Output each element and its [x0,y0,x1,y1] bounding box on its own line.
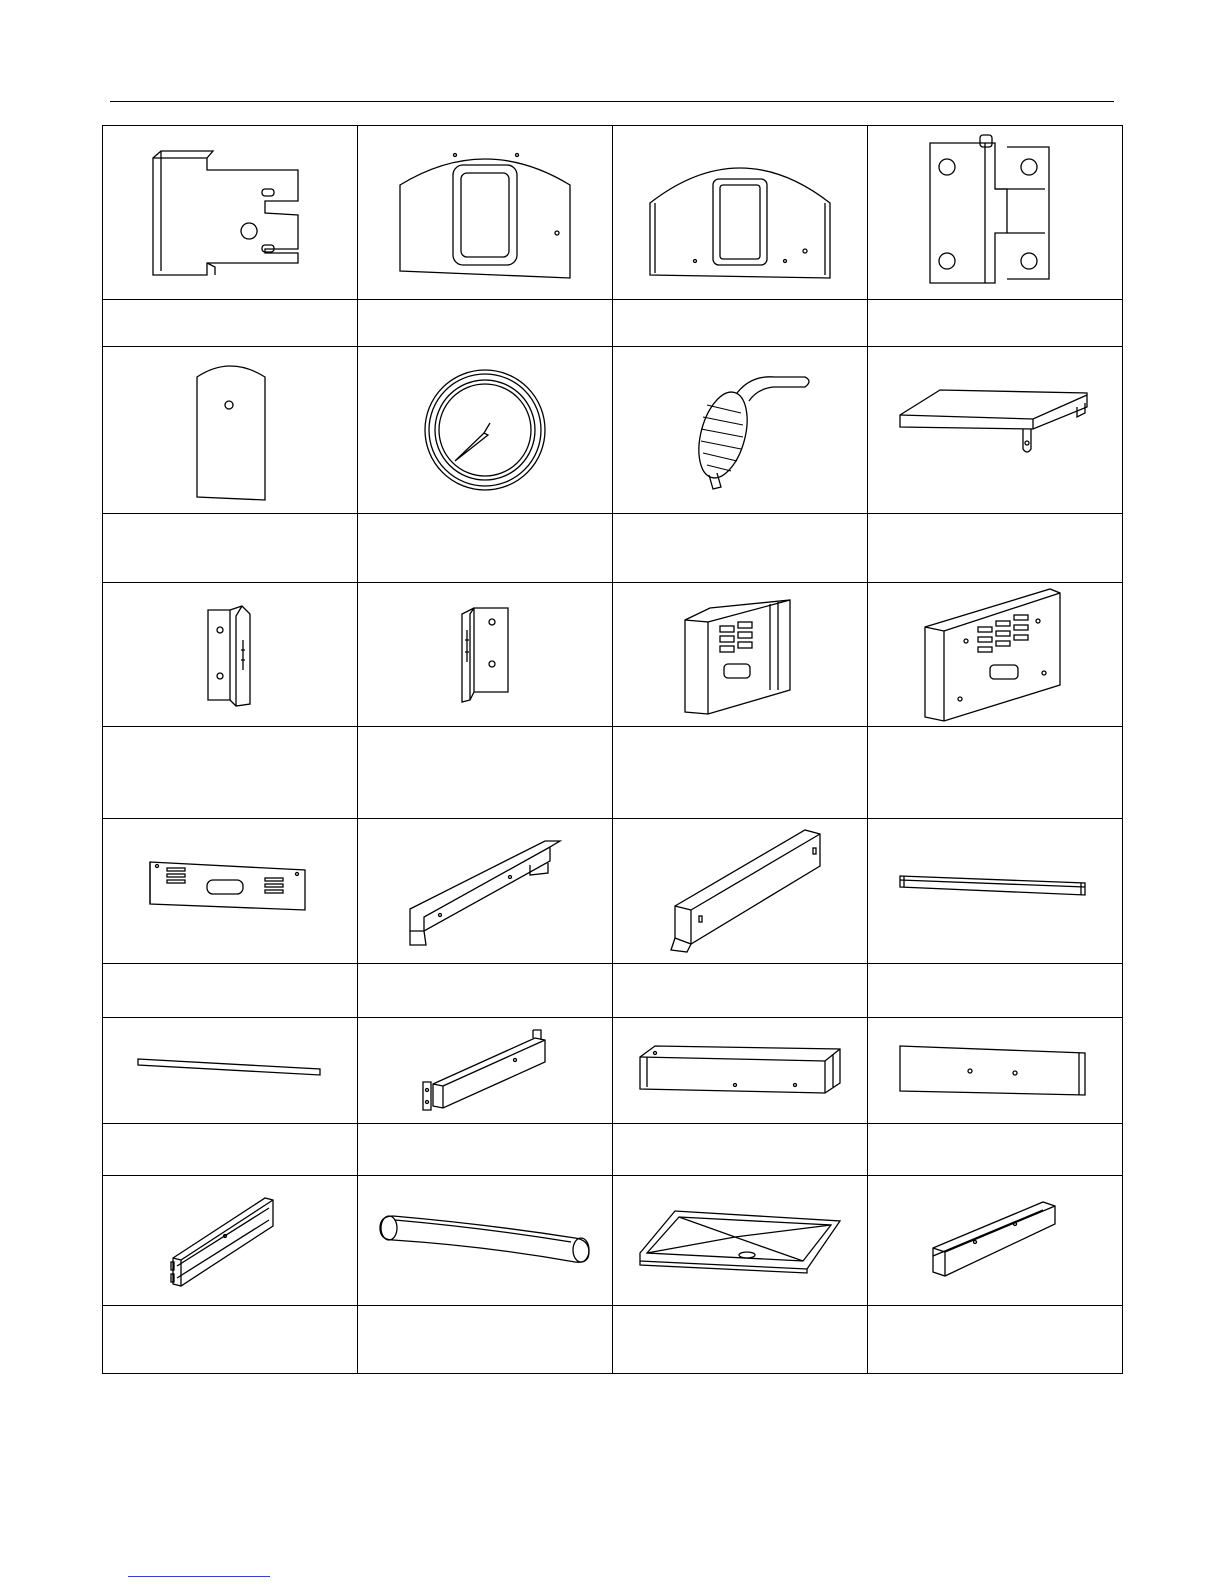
image-row [103,819,1123,964]
door-hinge-icon [925,133,1065,293]
part-cell [358,1018,613,1124]
image-row [103,126,1123,300]
short-rail-bracket-icon [405,1026,565,1116]
angle-bracket-right-icon [450,600,520,710]
part-cell [358,347,613,514]
label-row [103,727,1123,819]
image-row [103,347,1123,514]
image-row [103,583,1123,727]
part-label [358,727,613,819]
vented-front-panel-icon [145,856,315,926]
label-row [103,300,1123,347]
short-channel-icon [925,1196,1065,1286]
part-cell [868,1176,1123,1306]
part-label [868,514,1123,583]
part-cell [358,819,613,964]
footer-link-underline[interactable] [128,1576,270,1577]
image-row [103,1176,1123,1306]
part-cell [613,347,868,514]
long-channel-rail-icon [400,831,570,951]
label-row [103,1124,1123,1176]
part-cell [103,1018,358,1124]
part-label [358,514,613,583]
header-rule [110,101,1114,102]
bracket-plate-icon [145,143,315,283]
part-cell [613,1018,868,1124]
part-label [358,1124,613,1176]
part-label [358,300,613,347]
part-cell [613,126,868,300]
part-label [613,1306,868,1374]
part-label [613,514,868,583]
part-cell [613,583,868,727]
part-label [103,300,358,347]
spring-handle-icon [665,365,815,495]
side-cover-plate-icon [185,355,275,505]
part-cell [103,126,358,300]
part-label [358,1306,613,1374]
part-cell [613,1176,868,1306]
control-panel-box-icon [680,590,800,720]
part-label [103,727,358,819]
part-cell [358,126,613,300]
part-cell [868,1018,1123,1124]
part-label [103,1124,358,1176]
flat-bar-icon [895,871,1095,911]
label-row [103,1306,1123,1374]
part-label [868,727,1123,819]
part-label [103,964,358,1018]
thermometer-icon [420,365,550,495]
part-label [613,300,868,347]
thin-rod-icon [130,1051,330,1091]
part-label [613,1124,868,1176]
part-cell [358,583,613,727]
part-label [358,964,613,1018]
part-cell [103,347,358,514]
grill-handle-icon [375,1206,595,1276]
angle-bracket-left-icon [200,600,260,710]
part-label [103,514,358,583]
vented-panel-box-icon [920,585,1070,725]
part-cell [868,347,1123,514]
part-cell [103,583,358,727]
part-label [868,964,1123,1018]
grease-tray-icon [635,1201,845,1281]
arched-back-panel-icon [645,143,835,283]
part-cell [868,126,1123,300]
part-label [868,1306,1123,1374]
part-cell [613,819,868,964]
part-label [868,1124,1123,1176]
arched-door-panel-icon [395,143,575,283]
part-label [868,300,1123,347]
u-channel-rail-icon [165,1186,295,1296]
part-cell [868,583,1123,727]
image-row [103,1018,1123,1124]
part-cell [103,819,358,964]
part-label [613,727,868,819]
part-label [613,964,868,1018]
bottom-tray-icon [635,1041,845,1101]
side-shelf-icon [895,385,1095,475]
support-beam-icon [655,826,825,956]
parts-table [102,125,1123,1374]
label-row [103,964,1123,1018]
part-cell [103,1176,358,1306]
part-cell [358,1176,613,1306]
part-cell [868,819,1123,964]
label-row [103,514,1123,583]
rear-panel-strip-icon [895,1041,1095,1101]
part-label [103,1306,358,1374]
